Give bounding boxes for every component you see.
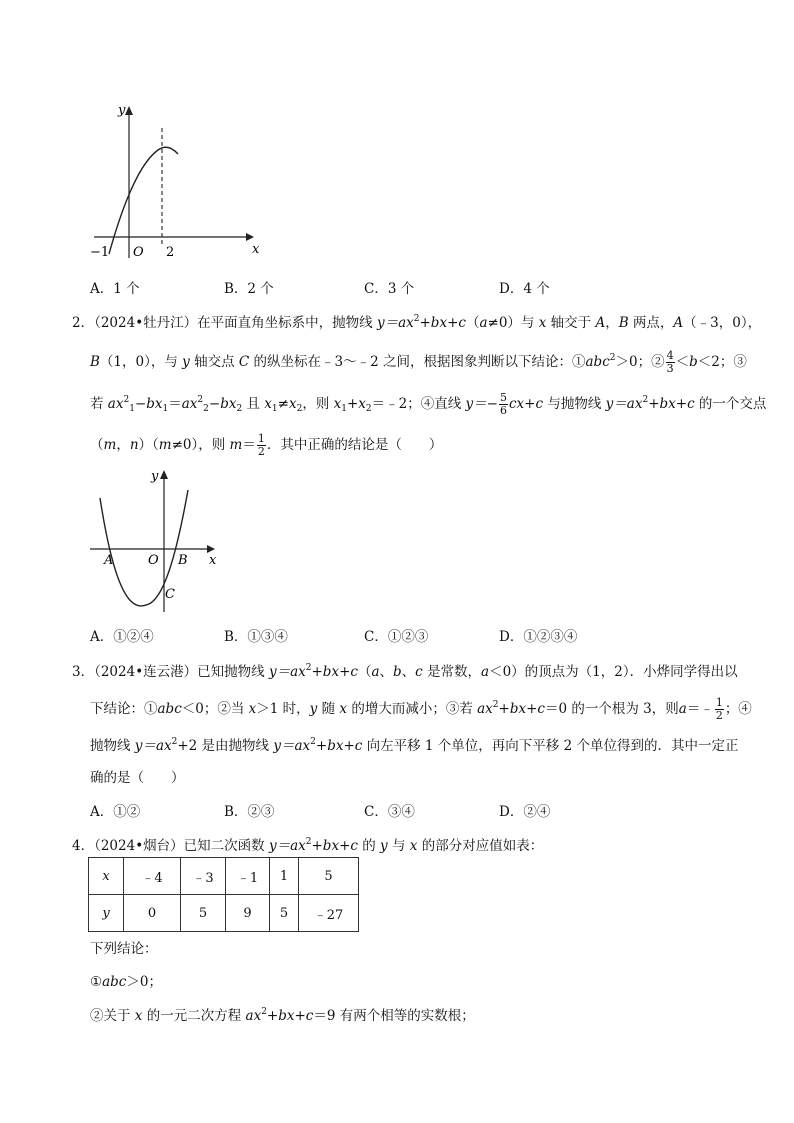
q1-option-b[interactable]: B．2 个 [224,281,274,297]
graph-2 [88,462,228,618]
q3-line-1: 3．（2024•连云港）已知抛物线 $y=ax^2+bx+c(a$、b、c 是常数，a＜0）的顶点为（1，2）．小烨同学得出以 [72,663,738,680]
table-cell: ﹣1 [226,858,270,895]
table-cell: 9 [226,895,270,932]
graph2-label-B: B [178,553,188,568]
table-cell: 1 [270,858,299,895]
x-axis-arrow [246,233,254,241]
q2-line-2: B（1，0），与 y 轴交点 C 的纵坐标在﹣3～﹣2 之间，根据图象判断以下结论：①abc$^2$＞0；② $\frac{4}{3}$ ＜b＜2；③ [90,349,747,375]
q4-intro: 下列结论： [90,941,158,957]
q3-option-a[interactable]: A．①② [90,804,141,820]
q2-line-3: 若 $ax^2_1-bx_1=ax^2_2-bx_2$ 且 $x_1\ne x_2$，则 $x_1+x_2=﹣2$；④直线 y＝− $\frac{5}{6}$ cx+c 与抛物线 $y=ax^2+bx+c$ 的一个交点 [90,391,767,417]
q4-conclusion-1: ①abc＞0； [90,974,162,990]
y-axis-arrow [160,470,168,479]
table-row-y [89,895,359,932]
fraction-5-6: $\frac{5}{6}$ [500,391,507,417]
x-axis-arrow [207,545,215,553]
graph2-x-label: x [209,553,217,568]
fraction-1-2: $\frac{1}{2}$ [715,696,723,722]
table-header-x: x [89,858,124,895]
fraction-1-2: $\frac{1}{2}$ [257,432,265,458]
y-axis-arrow [125,106,133,115]
q1-option-c[interactable]: C．3 个 [364,281,415,297]
graph1-origin: O [133,245,144,260]
q1-option-a[interactable]: A．1 个 [90,281,140,297]
values-table [88,857,359,932]
table-cell: ﹣3 [181,858,226,895]
q3-line-2: 下结论：①abc＜0；②当 x＞1 时，y 随 x 的增大而减小；③若 $ax^2+bx+c=0$ 的一个根为 3，则a＝﹣ $\frac{1}{2}$ ；④ [90,696,752,722]
q3-option-c[interactable]: C．③④ [364,804,415,820]
q2-line-4: （m，n）（m≠0），则 m＝ $\frac{1}{2}$ ．其中正确的结论是（ ） [90,432,443,458]
table-cell: 5 [181,895,226,932]
q3-option-b[interactable]: B．②③ [224,804,275,820]
q3-option-d[interactable]: D．②④ [499,804,551,820]
graph1-two: 2 [166,245,175,260]
table-cell: 5 [299,858,359,895]
parabola-curve [109,147,178,254]
table-cell: 5 [270,895,299,932]
graph-1 [88,98,268,266]
q4-line-1: 4．（2024•烟台）已知二次函数 $y=ax^2+bx+c$ 的 y 与 x 的部分对应值如表： [72,837,544,854]
table-cell: 0 [124,895,181,932]
graph2-label-O: O [148,553,159,568]
graph2-label-C: C [165,587,175,602]
table-header-y: y [89,895,124,932]
graph1-x-label: x [252,242,260,257]
table-cell: ﹣4 [124,858,181,895]
q4-conclusion-2: ②关于 x 的一元二次方程 $ax^2+bx+c=9$ 有两个相等的实数根； [90,1007,475,1024]
q3-line-3: 抛物线 $y=ax^2+2$ 是由抛物线 $y=ax^2+bx+c$ 向左平移 1 个单位，再向下平移 2 个单位得到的．其中一定正 [90,737,739,754]
q2-line-1: 2．（2024•牡丹江）在平面直角坐标系中，抛物线 $y=ax^2+bx+c(a\ne 0)$与 x 轴交于 A，B 两点，A（﹣3，0）， [72,314,762,331]
q2-option-a[interactable]: A．①②④ [90,629,154,645]
table-row-x [89,858,359,895]
q2-option-d[interactable]: D．①②③④ [499,629,578,645]
graph1-neg-one: −1 [90,245,110,260]
graph2-y-label: y [151,469,159,484]
graph2-label-A: A [104,553,114,568]
table-cell: ﹣27 [299,895,359,932]
q2-option-b[interactable]: B．①③④ [224,629,288,645]
q2-option-c[interactable]: C．①②③ [364,629,429,645]
graph1-y-label: y [118,103,126,118]
fraction-4-3: $\frac{4}{3}$ [666,349,674,375]
q1-option-d[interactable]: D．4 个 [499,281,550,297]
q3-line-4: 确的是（ ） [90,770,185,786]
